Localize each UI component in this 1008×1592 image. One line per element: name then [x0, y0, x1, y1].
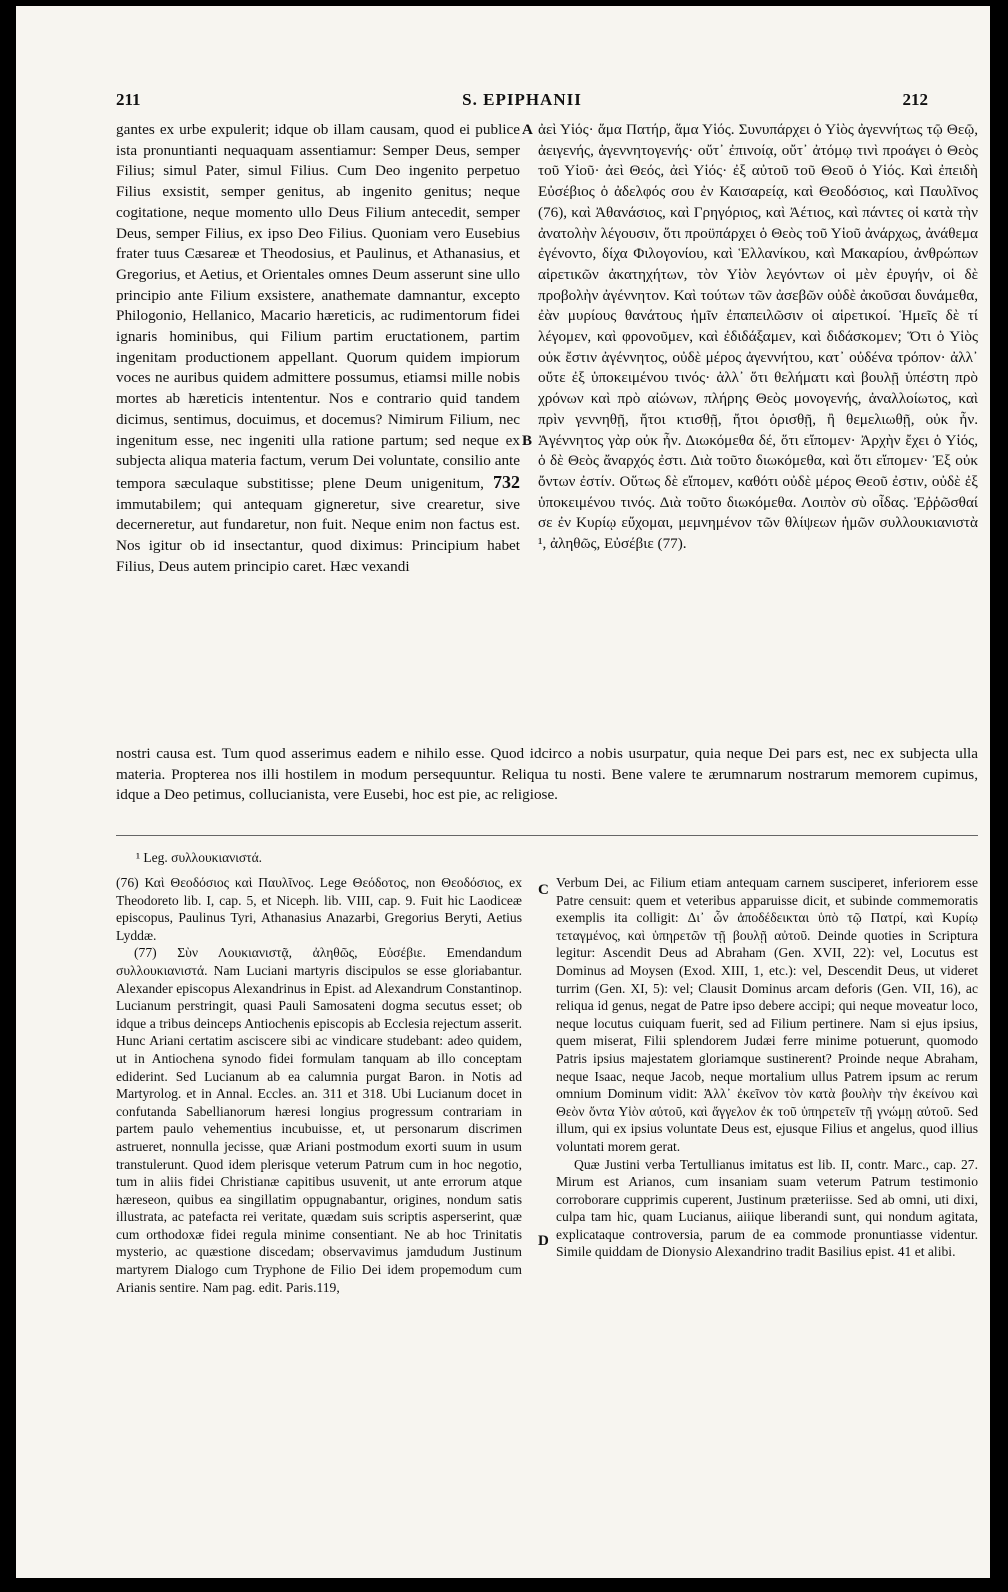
note-76: (76) Καὶ Θεοδόσιος καὶ Παυλῖνος. Lege Θεόδοτος, non Θεοδόσιος, ex Theodoreto lib. I, cap. 5, et Niceph. lib. VIII, cap. 9. Fuit hic Laodiceæ episcopus, Paulinus Tyri, Athanasius Anazarbi, Gregorius Beryti, Aetius Lyddæ. — [116, 875, 522, 943]
notes-left-column — [116, 874, 522, 1296]
section-marker-d: D — [538, 1233, 549, 1249]
section-marker-b: B — [522, 433, 533, 449]
section-marker-a: A — [522, 122, 533, 138]
page-number-left: 211 — [116, 90, 141, 109]
notes-right-column — [556, 874, 978, 1261]
note-77: (77) Σὺν Λουκιανιστᾷ, ἀληθῶς, Εὐσέβιε. Emendandum συλλουκιανιστά. Nam Luciani martyris discipulos se esse gloriabantur. Alexander episcopus Alexandrinus in Epist. ad Alexandrum Constantinop. Lucianum perstringit, quasi Pauli Samosateni dogma secutus esset; ob idque a tribus deinceps Antiochenis episcopis ab Ecclesia rejectum asserit. Hunc Ariani certatim asciscere sibi ac vindicare studebant: adeo quidem, ut in Antiochena synodo fidei formulam tanquam ab illo conceptam ediderint. Sed Lucianum ab ea calumnia purgat Baron. in Notis ad Martyrolog. et in Annal. Eccles. an. 311 et 318. Ubi Lucianum docet in confutanda Sabellianorum hæresi longius progressum contrariam in partem paulo vehementius incubuisse, et, ut personarum discrimen astrueret, nonnulla jecisse, quæ Ariani postmodum exorti suum in usum transtulerunt. Quod idem plerisque veterum Patrum cum in hoc negotio, tum in aliis fidei Christianæ capitibus usuvenit, ut ante errorum atque hæreseon, quibus ea singillatim oppugnabantur, origines, nondum satis illustrata, ac patefacta rei veritate, quædam suis scriptis asperserint, quæ cum orthodoxæ fidei regula minime consentiant. Ne ab hoc Trinitatis mysterio, ac quæstione discedam; observavimus jamdudum Justinum martyrem Dialogo cum Tryphone de Filio Dei idem propemodum cum Arianis sentire. Nam pag. edit. Paris.119, — [116, 945, 522, 1295]
section-marker-c: C — [538, 882, 549, 898]
reading-note: ¹ Leg. συλλουκιανιστά. — [136, 850, 263, 865]
latin-column — [116, 120, 520, 577]
running-title: S. EPIPHANII — [462, 90, 582, 109]
full-width-text: nostri causa est. Tum quod asserimus eadem e nihilo esse. Quod idcirco a nobis usurpatur, quia neque Dei pars est, nec ex subjecta ulla materia. Propterea nos illi hostilem in modum persequuntur. Reliqua tu nosti. Bene valere te ærumnarum nostrarum memorem cupimus, idque a Deo petimus, collucianista, vere Eusebi, hoc est pie, ac religiose. — [116, 745, 978, 804]
page-number-right: 212 — [902, 90, 928, 109]
latin-text-part-1: gantes ex urbe expulerit; idque ob illam causam, quod ei publice ista pronuntianti nequaquam assentiamur: Semper Deus, semper Filius; simul Pater, simul Filius. Cum Deo ingenito perpetuo Filius exsistit, semper genitus, ab ingenito genitus; neque cogitatione, neque momento ullo Deus Filium antecedit, semper Deus, semper Filius, ex ipso Deo Filius. Quoniam vero Eusebius frater tuus Cæsareæ et Theodosius, et Paulinus, et Athanasius, et Gregorius, et Aetius, et Orientales omnes Deum asserunt sine ullo principio ante Filium exsistere, anathemate damnantur, excepto Philogonio, Hellanico, Macario hæreticis, ac rudimentorum fidei ignaris hominibus, qui Filium partim eructationem, partim ingenitam productionem appellant. Quorum quidem impiorum voces ne auribus quidem admittere possumus, etiamsi mille nobis mortes ab hæreticis intententur. Nos e contrario quid tandem dicimus, sentimus, docuimus, et docemus? Nimirum Filium, nec ingenitum esse, nec ingeniti ulla ratione partum; sed neque ex subjecta aliqua materia factum, verum Dei voluntate, consilio ante tempora sæculaque substitisse; plene Deum unigenitum, — [116, 121, 520, 492]
greek-text: ἀεὶ Υἱός· ἅμα Πατήρ, ἅμα Υἱός. Συνυπάρχει ὁ Υἱὸς ἀγεννήτως τῷ Θεῷ, ἀειγενής, ἀγεννητογενής· οὔτ᾽ ἐπινοίᾳ, οὔτ᾽ ἀτόμῳ τινὶ προάγει ὁ Θεὸς τοῦ Υἱοῦ· ἀεὶ Θεός, ἀεὶ Υἱός· ἐξ αὐτοῦ τοῦ Θεοῦ ὁ Υἱός. Καὶ ἐπειδὴ Εὐσέβιος ὁ ἀδελφός σου ἐν Καισαρείᾳ, καὶ Θεοδόσιος, καὶ Παυλῖνος (76), καὶ Ἀθανάσιος, καὶ Γρηγόριος, καὶ Ἀέτιος, καὶ πάντες οἱ κατὰ τὴν ἀνατολὴν λέγουσιν, ὅτι προϋπάρχει ὁ Θεὸς τοῦ Υἱοῦ ἀνάρχως, ἀνάθεμα ἐγένοντο, δίχα Φιλογονίου, καὶ Ἑλλανίκου, καὶ Μακαρίου, ἀνθρώπων αἱρετικῶν ἀκατηχήτων, τὸν Υἱὸν λεγόντων οἱ μὲν ἐρυγήν, οἱ δὲ προβολὴν ἀγέννητον. Καὶ τούτων τῶν ἀσεβῶν οὐδὲ ἀκοῦσαι δυνάμεθα, ἐὰν μυρίους θανάτους ἡμῖν ἐπαπειλῶσιν οἱ αἱρετικοί. Ἡμεῖς δὲ τί λέγομεν, καὶ φρονοῦμεν, καὶ ἐδιδάξαμεν, καὶ διδάσκομεν; Ὅτι ὁ Υἱὸς οὐκ ἔστιν ἀγέννητος, οὐδὲ μέρος ἀγεννήτου, κατ᾽ οὐδένα τρόπον· ἀλλ᾽ οὔτε ἐξ ὑποκειμένου τινός· ἀλλ᾽ ὅτι θελήματι καὶ βουλῇ ὑπέστη πρὸ χρόνων καὶ πρὸ αἰώνων, πλήρης Θεὸς μονογενής, ἀναλλοίωτος, καὶ πρὶν γεννηθῇ, ἤτοι κτισθῇ, ἤτοι ὁρισθῇ, ἢ θεμελιωθῇ, οὐκ ἦν. Ἀγέννητος γὰρ οὐκ ἦν. Διωκόμεθα δέ, ὅτι εἴπομεν· Ἀρχὴν ἔχει ὁ Υἱός, ὁ δὲ Θεὸς ἄναρχός ἐστι. Διὰ τοῦτο διωκόμεθα, καὶ ὅτι εἴπομεν· Ἐξ οὐκ ὄντων ἐστίν. Οὕτως δὲ εἴπομεν, καθότι οὐδὲ μέρος Θεοῦ ἐστιν, οὐδὲ ἐξ ὑποκειμένου τινός. Διὰ τοῦτο διωκόμεθα. Λοιπὸν σὺ οἶδας. Ἐῤῥῶσθαί σε ἐν Κυρίῳ εὔχομαι, μεμνημένον τῶν θλίψεων ἡμῶν συλλουκιανιστὰ ¹, ἀληθῶς, Εὐσέβιε (77). — [538, 121, 978, 553]
note-justin: Quæ Justini verba Tertullianus imitatus est lib. II, contr. Marc., cap. 27. Mirum est Arianos, cum insaniam suam veterum Patrum testimonio corroborare cupprimis cuperent, Justinum præteriisse. Sed ab omni, uti dixi, culpa tam hic, quam Lucianus, aiiique liberandi sunt, qui nondum agitata, explicataque controversia, parum de ea commode pronuntiasse videntur. Simile quiddam de Dionysio Alexandrino tradit Basilius epist. 41 et alibi. — [556, 1156, 978, 1260]
latin-text-part-2: immutabilem; qui antequam gigneretur, sive crearetur, sive decerneretur, aut fundaretur, non fuit. Neque enim non factus est. Nos igitur ob id insectantur, quod diximus: Principium habet Filius, Deus autem principio caret. Hæc vexandi — [116, 495, 520, 575]
column-number: 732 — [493, 471, 520, 492]
greek-column — [538, 120, 978, 555]
book-page — [16, 6, 990, 1578]
note-continuation: Verbum Dei, ac Filium etiam antequam carnem susciperet, inferiorem esse Patre censuit: quem et veteribus apparuisse dicit, et subinde commemoratis exemplis ita colligit: Δι᾽ ὧν ἀποδέδεικται ὑπὸ τῷ Πατρί, καὶ Κυρίῳ τεταγμένος, καὶ ὑπηρετῶν τῇ βουλῇ αὐτοῦ. Deinde quoties in Scriptura legitur: Ascendit Deus ad Abraham (Gen. XVII, 22): vel, Locutus est Dominus ad Moysen (Exod. XIII, 1, etc.): vel, Descendit Deus, ut videret turrim (Gen. XI, 5): vel; Clausit Dominus arcam deforis (Gen. VII, 16), ac reliqua id genus, negat de Patre ipso debere accipi; qui neque moveatur loco, neque locutus cuiquam fuerit, sed ad Filium pertinere. Nam si ejus ipsius, quem miserat, Filii splendorem Judæi ferre minime potuerunt, quomodo Patris ipsius majestatem gloriamque sustinerent? Proinde neque Abraham, neque Isaac, neque Jacob, neque mortalium ullus Patrem ipsum ac rerum omnium Dominum vidit: Ἀλλ᾽ ἐκεῖνον τὸν κατὰ βουλὴν τὴν ἐκείνου καὶ Θεὸν ὄντα Υἱὸν αὐτοῦ, καὶ ἄγγελον ἐκ τοῦ ὑπηρετεῖν τῇ γνώμῃ αὐτοῦ. Sed illum, qui ex ipsius voluntate Deus est, ejusque Filius et angelus, quod illius voluntati morem gerat. — [556, 875, 978, 1154]
running-header — [116, 90, 928, 114]
footnote-divider — [116, 835, 978, 836]
